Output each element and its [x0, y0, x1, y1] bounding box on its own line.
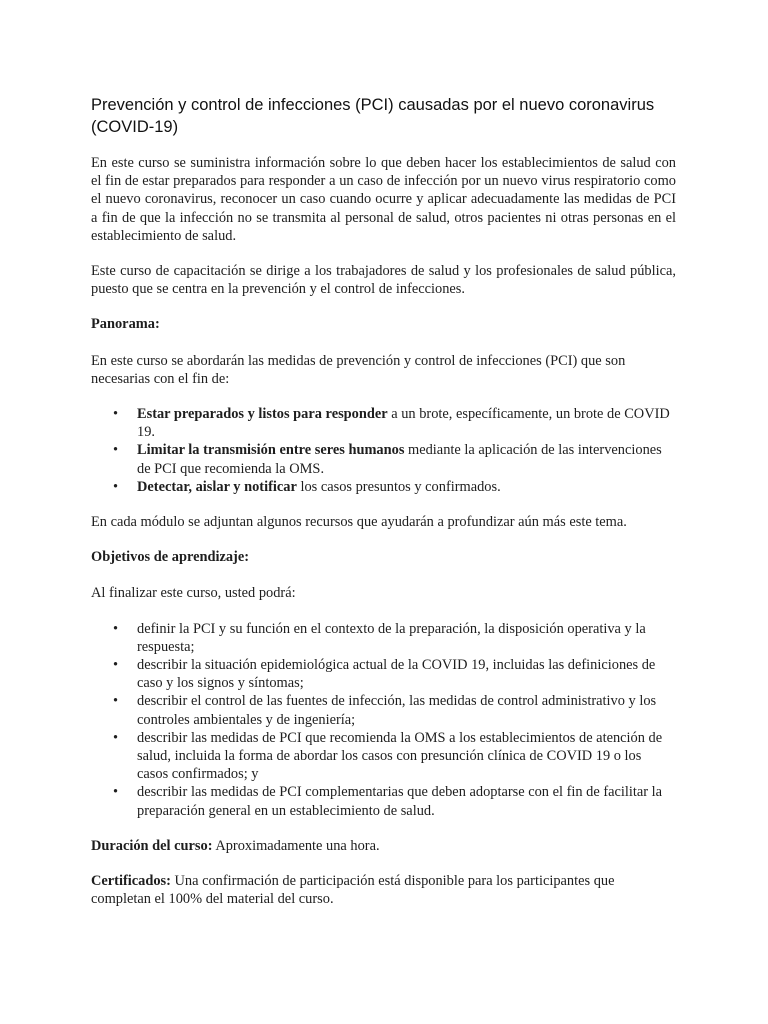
objective-item [113, 692, 676, 728]
bullet-icon: • [113, 657, 119, 674]
panorama-item-text: los casos presuntos y confirmados. [296, 478, 501, 495]
panorama-item-bold: Limitar la transmisión entre seres humanos [137, 442, 405, 459]
objective-item [113, 783, 676, 819]
objective-text: definir la PCI y su función en el contexto de la preparación, la disposición operativa y la respuesta; [137, 620, 646, 655]
panorama-list [91, 405, 676, 496]
duration-label: Duración del curso: [91, 837, 213, 854]
intro-paragraph: En este curso se suministra información sobre lo que deben hacer los establecimientos de salud con el fin de estar preparados para responder a un caso de infección por un nuevo virus respiratorio como el nuevo coronavirus, reconocer un caso cuando ocurre y aplicar adecuadamente las medidas de PCI a fin de que la infección no se transmita al personal de salud, otros pacientes ni otras personas en el establecimiento de salud. [91, 155, 676, 244]
objective-item [113, 656, 676, 692]
document-body [91, 154, 676, 909]
duration-value: Aproximadamente una hora. [212, 837, 380, 854]
bullet-icon: • [113, 693, 119, 710]
panorama-intro: En este curso se abordarán las medidas de prevención y control de infecciones (PCI) que son necesarias con el fin de: [91, 352, 626, 387]
panorama-item-bold: Detectar, aislar y notificar [137, 478, 297, 495]
bullet-icon: • [113, 729, 119, 746]
objective-item [113, 729, 676, 784]
bullet-icon: • [113, 442, 119, 459]
panorama-heading: Panorama: [91, 316, 160, 333]
objective-text: describir el control de las fuentes de infección, las medidas de control administrativo y los controles ambientales y de ingeniería; [137, 693, 657, 728]
bullet-icon: • [113, 784, 119, 801]
certificates-value: Una confirmación de participación está disponible para los participantes que completan el 100% del material del curso. [91, 873, 615, 908]
duration-line [91, 837, 676, 855]
certificates-line [91, 872, 676, 908]
bullet-icon: • [113, 406, 119, 423]
resources-note: En cada módulo se adjuntan algunos recursos que ayudarán a profundizar aún más este tema. [91, 514, 627, 531]
panorama-item-text: a un brote, específicamente, un brote de COVID 19. [137, 406, 670, 441]
objectives-intro: Al finalizar este curso, usted podrá: [91, 585, 296, 602]
panorama-list-item [113, 441, 676, 477]
panorama-item-bold: Estar preparados y listos para responder [137, 406, 388, 423]
objective-item [113, 620, 676, 656]
bullet-icon: • [113, 478, 119, 495]
objectives-heading: Objetivos de aprendizaje: [91, 549, 250, 566]
document-page [91, 94, 676, 926]
document-title: Prevención y control de infecciones (PCI) causadas por el nuevo coronavirus (COVID-19) [91, 96, 655, 136]
audience-paragraph: Este curso de capacitación se dirige a los trabajadores de salud y los profesionales de salud pública, puesto que se centra en la prevención y el control de infecciones. [91, 263, 676, 298]
objective-text: describir las medidas de PCI complementarias que deben adoptarse con el fin de facilitar la preparación general en un establecimiento de salud. [137, 784, 663, 819]
panorama-list-item [113, 405, 676, 441]
certificates-label: Certificados: [91, 873, 171, 890]
panorama-item-text: mediante la aplicación de las intervenciones de PCI que recomienda la OMS. [137, 442, 662, 477]
objective-text: describir las medidas de PCI que recomienda la OMS a los establecimientos de atención de salud, incluida la forma de abordar los casos con presunción clínica de COVID 19 o los casos confirmados; y [137, 729, 663, 783]
bullet-icon: • [113, 620, 119, 637]
objective-text: describir la situación epidemiológica actual de la COVID 19, incluidas las definiciones de caso y los signos y síntomas; [137, 657, 656, 692]
panorama-list-item [113, 478, 676, 496]
objectives-list [91, 620, 676, 820]
